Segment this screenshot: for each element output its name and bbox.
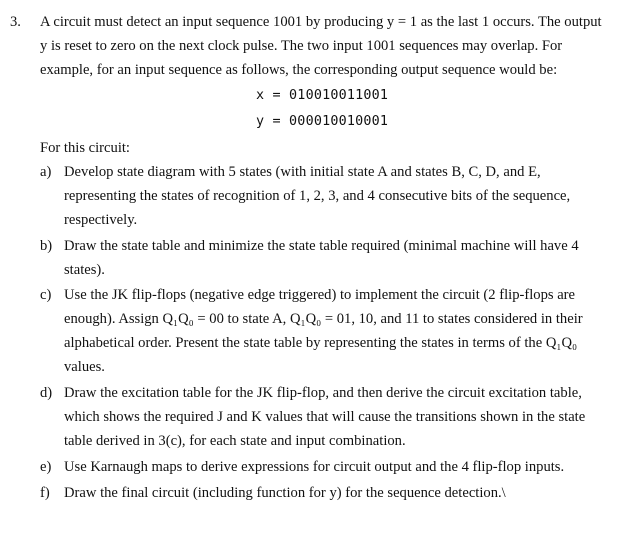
intro-line-1: A circuit must detect an input sequence 1001 by producing y = 1 as the last 1 occurs. The output — [40, 14, 602, 30]
item-b-line-2: states). — [64, 262, 105, 278]
item-d-label: d) — [40, 385, 53, 401]
item-a-line-1: Develop state diagram with 5 states (with initial state A and states B, C, D, and E, — [64, 164, 541, 180]
problem-number: 3. — [10, 14, 21, 30]
item-d-line-1: Draw the excitation table for the JK flip-flop, and then derive the circuit excitation table, — [64, 385, 582, 401]
item-b-label: b) — [40, 238, 53, 254]
intro-line-2: y is reset to zero on the next clock pulse. The two input 1001 sequences may overlap. For — [40, 38, 563, 54]
item-b-line-1: Draw the state table and minimize the state table required (minimal machine will have 4 — [64, 238, 579, 254]
item-d-line-3: table derived in 3(c), for each state and input combination. — [64, 433, 406, 449]
item-c-line-2: enough). Assign Q₁Q₀ = 00 to state A, Q₁Q₀ = 01, 10, and 11 to states considered in their — [64, 311, 583, 327]
item-e-label: e) — [40, 459, 52, 475]
item-f-label: f) — [40, 485, 50, 501]
sequence-y: y = 000010010001 — [256, 114, 389, 129]
item-c-line-3: alphabetical order. Present the state table by representing the states in terms of the Q₁Q₀ — [64, 335, 578, 351]
item-d-line-2: which shows the required J and K values that will cause the transitions shown in the state — [64, 409, 586, 425]
item-a-line-2: representing the states of recognition of 1, 2, 3, and 4 consecutive bits of the sequence, — [64, 188, 571, 204]
item-c-line-4: values. — [64, 359, 105, 375]
sequence-x: x = 010010011001 — [256, 88, 389, 103]
item-c-line-1: Use the JK flip-flops (negative edge triggered) to implement the circuit (2 flip-flops are — [64, 287, 576, 303]
item-a-line-3: respectively. — [64, 212, 138, 228]
item-c-label: c) — [40, 287, 52, 303]
item-f-line-1: Draw the final circuit (including function for y) for the sequence detection.\ — [64, 485, 506, 501]
item-e-line-1: Use Karnaugh maps to derive expressions for circuit output and the 4 flip-flop inputs. — [64, 459, 565, 475]
item-a-label: a) — [40, 164, 52, 180]
intro-line-3: example, for an input sequence as follows, the corresponding output sequence would be: — [40, 62, 558, 78]
for-this-circuit: For this circuit: — [40, 140, 130, 156]
